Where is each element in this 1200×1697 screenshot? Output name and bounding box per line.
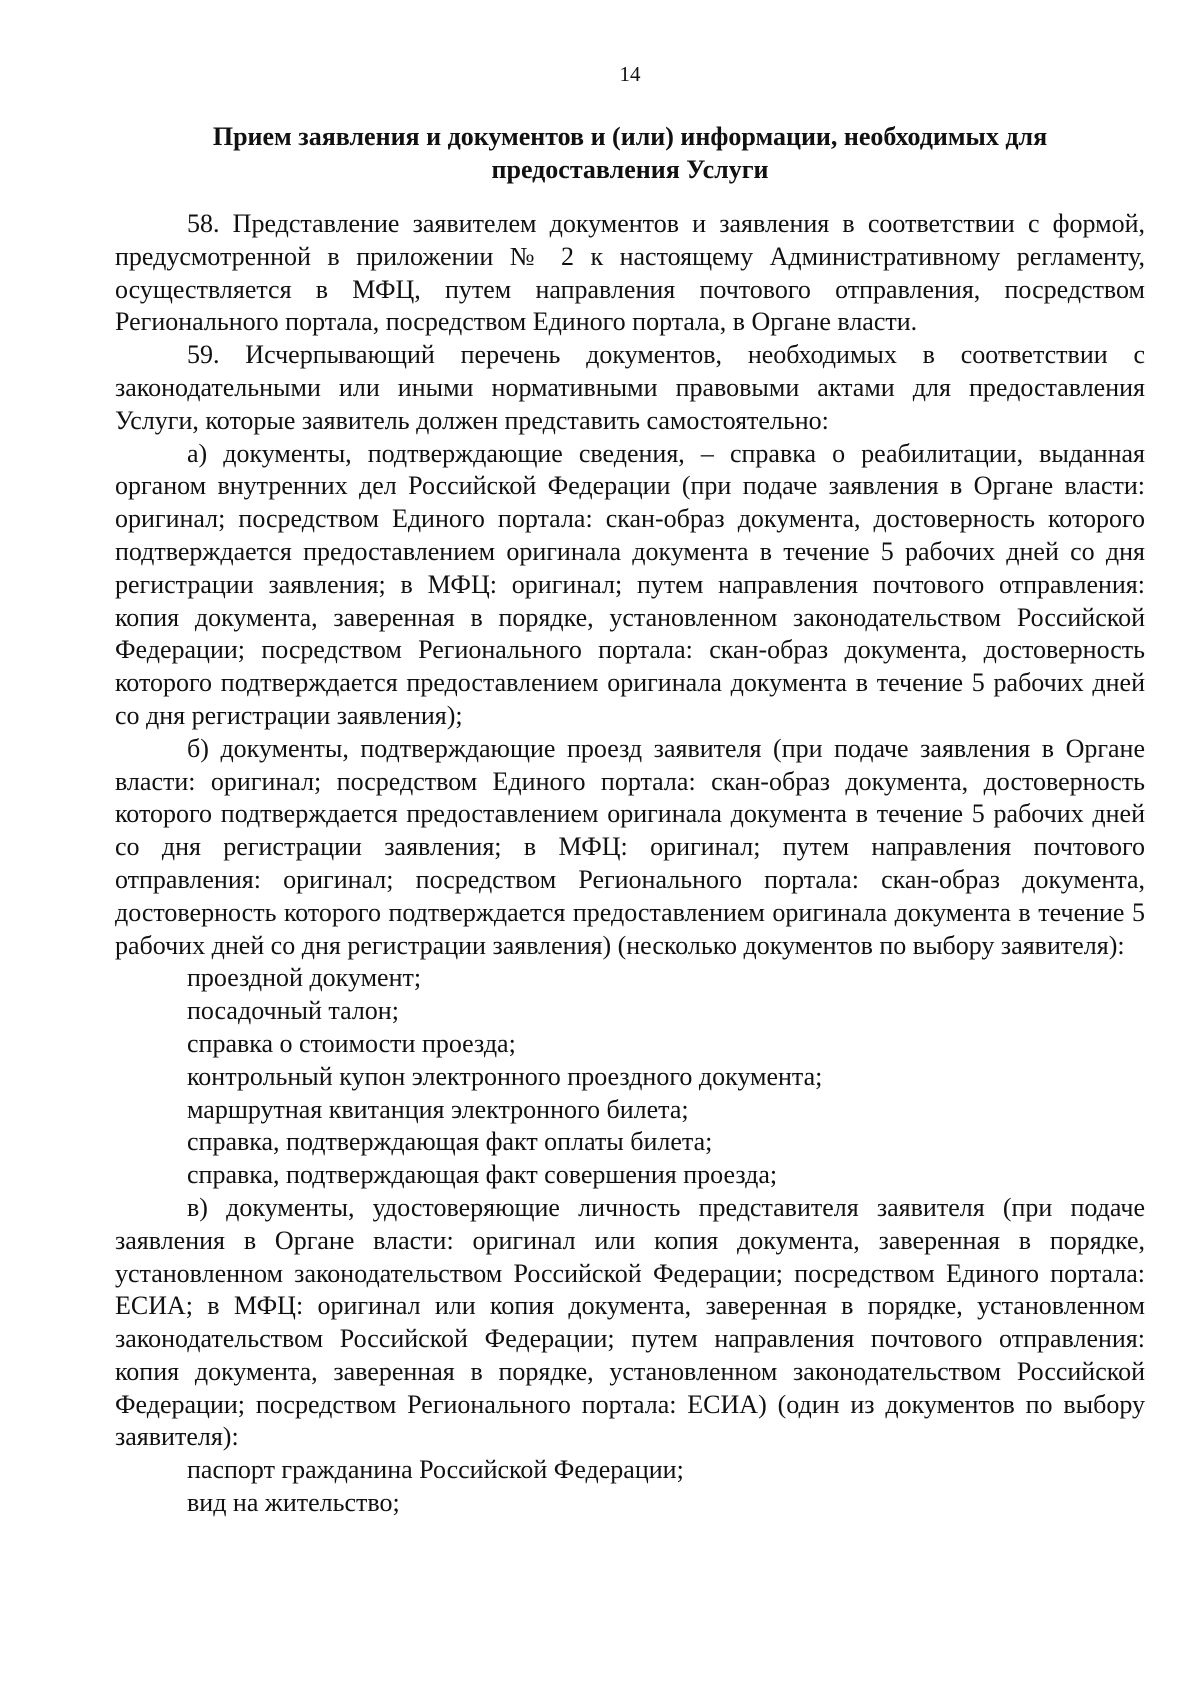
document-body [115, 208, 1145, 1520]
list-item-boarding-pass: посадочный талон; [187, 996, 399, 1026]
section-title-line-1: Прием заявления и документов и (или) информации, необходимых для [212, 122, 1048, 151]
section-title [115, 120, 1145, 186]
paragraph-item-a: а) документы, подтверждающие сведения, – справка о реабилитации, выданная органом внутренних дел Российской Федерации (при подаче заявления в Органе власти: оригинал; посредством Единого портала: скан-образ документа, достоверность которого подтверждается предоставлением оригинала документа в течение 5 рабочих дней со дня регистрации заявления; в МФЦ: оригинал; путем направления почтового отправления: копия документа, заверенная в порядке, установленном законодательством Российской Федерации; посредством Регионального портала: скан-образ документа, достоверность которого подтверждается предоставлением оригинала документа в течение 5 рабочих дней со дня регистрации заявления); [115, 438, 1145, 730]
paragraph-item-v: в) документы, удостоверяющие личность представителя заявителя (при подаче заявления в Органе власти: оригинал или копия документа, заверенная в порядке, установленном законодательством Российской Федерации; посредством Единого портала: ЕСИА; в МФЦ: оригинал или копия документа, заверенная в порядке, установленном законодательством Российской Федерации; путем направления почтового отправления: копия документа, заверенная в порядке, установленном законодательством Российской Федерации; посредством Регионального портала: ЕСИА) (один из документов по выбору заявителя): [115, 1192, 1145, 1452]
list-item-payment-certificate: справка, подтверждающая факт оплаты билета; [187, 1127, 713, 1157]
list-item-residence-permit: вид на жительство; [187, 1488, 400, 1518]
section-title-line-2: предоставления Услуги [491, 155, 769, 184]
list-item-travel-certificate: справка, подтверждающая факт совершения проезда; [187, 1160, 778, 1190]
paragraph-59: 59. Исчерпывающий перечень документов, необходимых в соответствии с законодательными или иными нормативными правовыми актами для предоставления Услуги, которые заявитель должен представить самостоятельно: [115, 340, 1145, 435]
paragraph-item-b: б) документы, подтверждающие проезд заявителя (при подаче заявления в Органе власти: оригинал; посредством Единого портала: скан-образ документа, достоверность которого подтверждается предоставлением оригинала документа в течение 5 рабочих дней со дня регистрации заявления; в МФЦ: оригинал; путем направления почтового отправления: оригинал; посредством Регионального портала: скан-образ документа, достоверность которого подтверждается предоставлением оригинала документа в течение 5 рабочих дней со дня регистрации заявления) (несколько документов по выбору заявителя): [115, 733, 1145, 960]
list-item-passport: паспорт гражданина Российской Федерации; [187, 1455, 684, 1485]
list-item-control-coupon: контрольный купон электронного проездного документа; [187, 1061, 823, 1091]
list-item-itinerary-receipt: маршрутная квитанция электронного билета; [187, 1094, 689, 1124]
page-number: 14 [619, 62, 641, 86]
list-item-travel-document: проездной документ; [187, 963, 422, 993]
list-item-fare-certificate: справка о стоимости проезда; [187, 1028, 516, 1058]
paragraph-58: 58. Представление заявителем документов и заявления в соответствии с формой, предусмотренной в приложении № 2 к настоящему Административному регламенту, осуществляется в МФЦ, путем направления почтового отправления, посредством Регионального портала, посредством Единого портала, в Органе власти. [115, 209, 1145, 337]
